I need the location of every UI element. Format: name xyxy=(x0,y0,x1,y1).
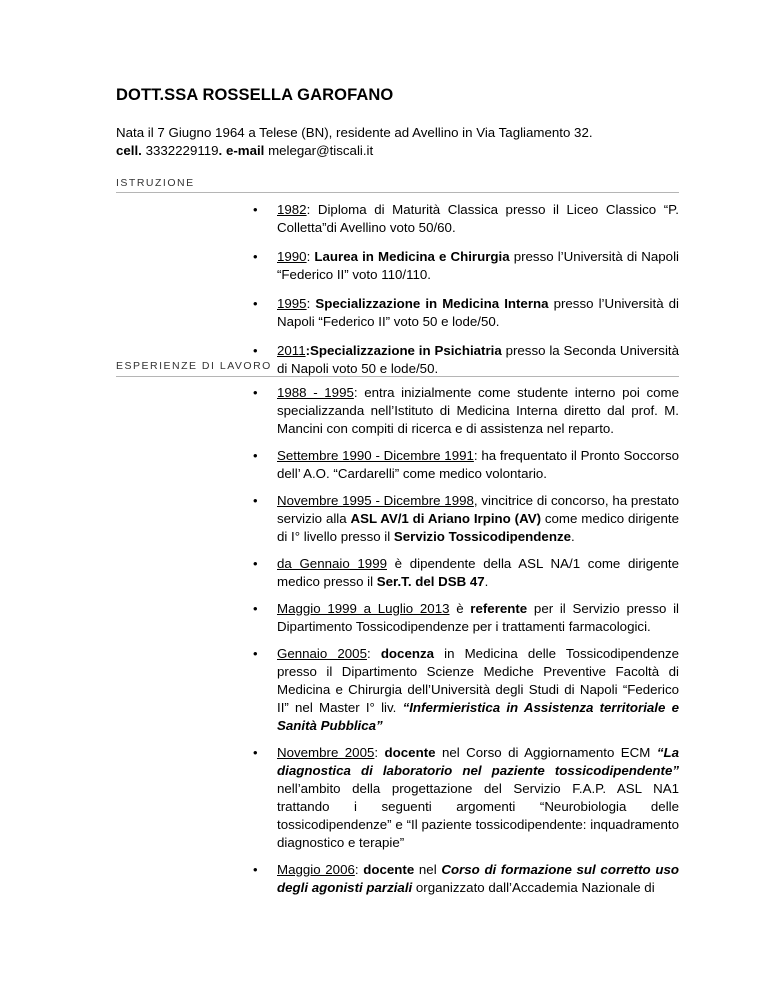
list-item: • 1990: Laurea in Medicina e Chirurgia presso l’Università di Napoli “Federico II” voto 110/110. xyxy=(251,248,679,284)
list-item: • Gennaio 2005: docenza in Medicina delle Tossicodipendenze presso il Dipartimento Scienze Mediche Preventive Facoltà di Medicina e Chirurgia dell’Università degli Studi di Napoli “Federico II” nel Master I° liv. “Infermieristica in Assistenza territoriale e Sanità Pubblica” xyxy=(251,645,679,735)
separator: . xyxy=(218,143,226,158)
list-item: • Maggio 1999 a Luglio 2013 è referente per il Servizio presso il Dipartimento Tossicodipendenze per i trattamenti farmacologici. xyxy=(251,600,679,636)
section-title-esperienze: ESPERIENZE DI LAVORO xyxy=(116,360,272,372)
contact-line xyxy=(116,142,593,160)
cell-label: cell. xyxy=(116,143,142,158)
cell-number: 3332229119 xyxy=(141,143,219,158)
list-item: • 1988 - 1995: entra inizialmente come studente interno poi come specializzanda nell’Istituto di Medicina Interna diretto dal prof. M. Mancini con compiti di ricerca e di assistenza nel reparto. xyxy=(251,384,679,438)
list-item: • 1995: Specializzazione in Medicina Interna presso l’Università di Napoli “Federico II” voto 50 e lode/50. xyxy=(251,295,679,331)
list-item: • Novembre 2005: docente nel Corso di Aggiornamento ECM “La diagnostica di laboratorio nel paziente tossicodipendente” nell’ambito della progettazione del Servizio F.A.P. ASL NA1 trattando i seguenti argomenti “Neurobiologia delle tossicodipendenze” e “Il paziente tossicodipendente: inquadramento diagnostico e terapie” xyxy=(251,744,679,852)
list-item: • da Gennaio 1999 è dipendente della ASL NA/1 come dirigente medico presso il Ser.T. del DSB 47. xyxy=(251,555,679,591)
section-divider xyxy=(116,192,679,193)
contact-block xyxy=(116,124,593,160)
list-item: • 1982: Diploma di Maturità Classica presso il Liceo Classico “P. Colletta”di Avellino voto 50/60. xyxy=(251,201,679,237)
email-address[interactable]: melegar@tiscali.it xyxy=(264,143,374,158)
email-label: e-mail xyxy=(225,143,265,158)
doctor-name: DOTT.SSA ROSSELLA GAROFANO xyxy=(116,86,394,104)
birth-residence-line: Nata il 7 Giugno 1964 a Telese (BN), residente ad Avellino in Via Tagliamento 32. xyxy=(116,125,593,140)
list-item: • Settembre 1990 - Dicembre 1991: ha frequentato il Pronto Soccorso dell’ A.O. “Cardarelli” come medico volontario. xyxy=(251,447,679,483)
experience-list xyxy=(251,384,679,897)
list-item: • 2011:Specializzazione in Psichiatria presso la Seconda Università di Napoli voto 50 e lode/50. xyxy=(251,342,679,378)
education-list xyxy=(251,201,679,378)
section-divider xyxy=(116,376,679,377)
list-item: • Novembre 1995 - Dicembre 1998, vincitrice di concorso, ha prestato servizio alla ASL AV/1 di Ariano Irpino (AV) come medico dirigente di I° livello presso il Servizio Tossicodipendenze. xyxy=(251,492,679,546)
section-title-istruzione: ISTRUZIONE xyxy=(116,177,195,189)
list-item: • Maggio 2006: docente nel Corso di formazione sul corretto uso degli agonisti parziali organizzato dall’Accademia Nazionale di xyxy=(251,861,679,897)
